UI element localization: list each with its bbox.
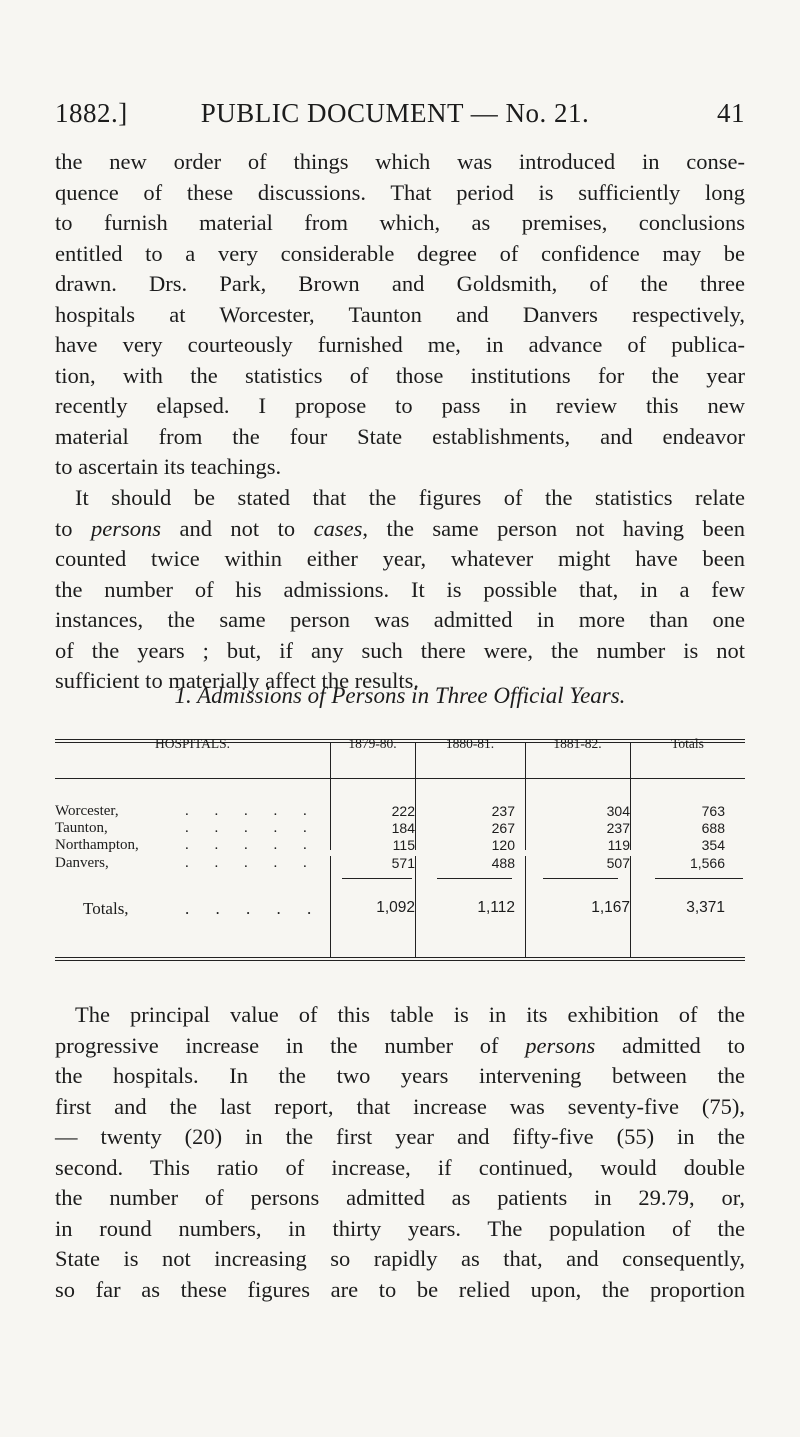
emphasis-persons: persons xyxy=(90,515,161,541)
value-1879-80: 571 xyxy=(391,855,415,871)
text-run: and not to xyxy=(161,515,314,541)
emphasis-persons: persons xyxy=(525,1032,596,1058)
totals-label: Totals, xyxy=(83,899,129,918)
table-caption: 1. Admissions of Persons in Three Official Years. xyxy=(174,683,626,708)
text-line: It should be stated that the figures of the statistics relate xyxy=(75,485,745,510)
value-1881-82: 237 xyxy=(606,820,630,836)
value-1881-82: 507 xyxy=(606,855,630,871)
emphasis-cases: cases xyxy=(313,515,363,541)
header-title: PUBLIC DOCUMENT — No. 21. xyxy=(200,98,590,128)
table-row xyxy=(55,837,745,855)
hospital-name: Northampton, xyxy=(55,837,139,853)
text-line: first and the last report, that increase was seventy-five (75), xyxy=(55,1093,745,1119)
value-1879-80: 184 xyxy=(391,820,415,836)
page-number: 41 xyxy=(717,98,745,128)
text-line: have very courteously furnished me, in advance of publica- xyxy=(55,332,745,357)
hospital-name: Worcester, xyxy=(55,803,119,819)
text-line: the hospitals. In the two years intervening between the xyxy=(55,1063,745,1088)
sum-rule xyxy=(543,878,618,879)
sum-rule xyxy=(342,878,412,879)
text-run: progressive increase in the number of xyxy=(55,1032,526,1058)
text-line: the number of persons admitted as patients in 29.79, or, xyxy=(55,1185,745,1210)
header-1879-80: 1879-80. xyxy=(348,736,397,751)
text-run: to xyxy=(55,515,91,541)
value-1880-81: 488 xyxy=(491,855,515,871)
grand-total: 3,371 xyxy=(686,899,725,916)
text-line: second. This ratio of increase, if continued, would double xyxy=(55,1154,745,1180)
text-line: hospitals at Worcester, Taunton and Danvers respectively, xyxy=(55,301,745,327)
text-line-with-emphasis xyxy=(55,514,745,545)
table-rule-bottom-double xyxy=(55,960,745,961)
value-1880-81: 237 xyxy=(491,803,515,819)
hospital-name: Taunton, xyxy=(55,820,108,836)
text-line: counted twice within either year, whatever might have been xyxy=(55,546,745,571)
value-total: 763 xyxy=(701,803,725,819)
table-rule-bottom xyxy=(55,957,745,958)
header-totals: Totals xyxy=(671,736,704,751)
total-1879-80: 1,092 xyxy=(376,899,415,916)
value-1880-81: 120 xyxy=(491,837,515,853)
header-1880-81: 1880-81. xyxy=(445,736,495,751)
text-line: recently elapsed. I propose to pass in review this new xyxy=(55,393,745,418)
value-1881-82: 119 xyxy=(607,837,630,853)
value-1879-80: 222 xyxy=(391,803,415,819)
text-line: to furnish material from which, as premises, conclusions xyxy=(55,210,745,235)
value-total: 354 xyxy=(701,837,725,853)
paragraph-1 xyxy=(55,147,745,483)
leader-dots: . . . . . xyxy=(185,855,318,871)
total-1881-82: 1,167 xyxy=(591,899,630,916)
leader-dots: . . . . . xyxy=(185,837,318,853)
value-1879-80: 115 xyxy=(392,837,415,853)
text-line: The principal value of this table is in its exhibition of the xyxy=(75,1002,745,1027)
text-line-with-emphasis xyxy=(55,1031,745,1062)
text-line: of the years ; but, if any such there were, the number is not xyxy=(55,637,745,663)
text-line: State is not increasing so rapidly as that, and consequently, xyxy=(55,1246,745,1271)
text-line: so far as these figures are to be relied upon, the proportion xyxy=(55,1276,745,1302)
sum-rule xyxy=(437,878,512,879)
paragraph-2 xyxy=(55,483,745,697)
header-year: 1882.] xyxy=(55,98,128,128)
table-lower xyxy=(55,856,745,966)
running-head xyxy=(55,98,745,138)
paragraph-3 xyxy=(55,1000,745,1305)
leader-dots: . . . . . xyxy=(185,820,318,836)
text-line: — twenty (20) in the first year and fifty-five (55) in the xyxy=(55,1124,745,1149)
text-run: admitted to xyxy=(595,1032,745,1058)
header-1881-82: 1881-82. xyxy=(553,736,602,751)
text-line: drawn. Drs. Park, Brown and Goldsmith, of the three xyxy=(55,271,745,296)
hospital-name: Danvers, xyxy=(55,855,109,871)
text-line: instances, the same person was admitted in more than one xyxy=(55,607,745,632)
sum-rule xyxy=(655,878,743,879)
value-1880-81: 267 xyxy=(491,820,515,836)
text-line: material from the four State establishments, and endeavor xyxy=(55,423,745,449)
text-line: the number of his admissions. It is possible that, in a few xyxy=(55,576,745,602)
text-line: tion, with the statistics of those institutions for the year xyxy=(55,362,745,388)
text-line: quence of these discussions. That period is sufficiently long xyxy=(55,179,745,205)
value-total: 1,566 xyxy=(689,855,725,871)
leader-dots: . . . . . xyxy=(185,803,318,819)
text-line: in round numbers, in thirty years. The population of the xyxy=(55,1215,745,1241)
text-line: entitled to a very considerable degree of confidence may be xyxy=(55,240,745,266)
text-line: the new order of things which was introduced in conse- xyxy=(55,149,745,174)
leader-dots: . . . . . xyxy=(185,899,323,918)
header-rule xyxy=(55,778,745,779)
text-line: to ascertain its teachings. xyxy=(55,454,282,479)
text-run: , the same person not having been xyxy=(362,515,745,541)
value-1881-82: 304 xyxy=(606,803,630,819)
header-hospitals: HOSPITALS. xyxy=(154,736,231,751)
text-line: sufficient to materially affect the results. xyxy=(55,668,420,693)
table-row xyxy=(55,855,745,873)
value-total: 688 xyxy=(701,820,725,836)
total-1880-81: 1,112 xyxy=(477,899,515,916)
totals-row xyxy=(55,899,745,917)
table-row xyxy=(55,803,745,821)
table-row xyxy=(55,820,745,838)
